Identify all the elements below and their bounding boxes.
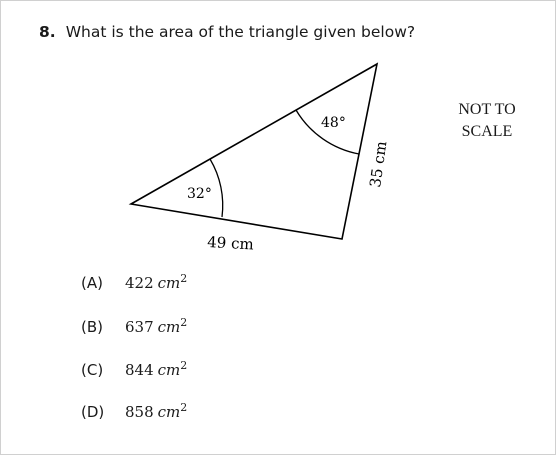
option-letter: (A) <box>81 274 103 292</box>
option-letter: (C) <box>81 361 104 379</box>
option-value: 858 <box>125 403 154 421</box>
note-line-1: NOT TO <box>458 101 516 118</box>
option-letter: (D) <box>81 403 105 421</box>
angle-arc-left <box>210 159 223 217</box>
option-value: 844 <box>125 361 154 379</box>
option-a[interactable] <box>81 272 187 292</box>
option-c[interactable] <box>81 359 187 379</box>
option-b[interactable] <box>81 316 187 336</box>
option-unit: $cm^2$ <box>157 401 188 421</box>
triangle-diagram <box>1 1 555 454</box>
option-letter: (B) <box>81 318 103 336</box>
side-label-bottom: 49 cm <box>206 233 255 254</box>
option-value: 422 <box>125 274 154 292</box>
option-d[interactable] <box>81 401 187 421</box>
angle-label-top: 48° <box>321 115 346 131</box>
triangle <box>131 64 377 239</box>
option-value: 637 <box>125 318 154 336</box>
question-text: What is the area of the triangle given below? <box>65 23 416 41</box>
question-number: 8. <box>39 23 56 41</box>
note-line-2: SCALE <box>461 123 513 140</box>
option-unit: $cm^2$ <box>157 272 188 292</box>
side-label-right: 35 cm <box>366 140 391 189</box>
option-unit: $cm^2$ <box>157 359 188 379</box>
angle-label-left: 32° <box>187 186 212 202</box>
option-unit: $cm^2$ <box>157 316 188 336</box>
not-to-scale-note <box>447 99 527 143</box>
